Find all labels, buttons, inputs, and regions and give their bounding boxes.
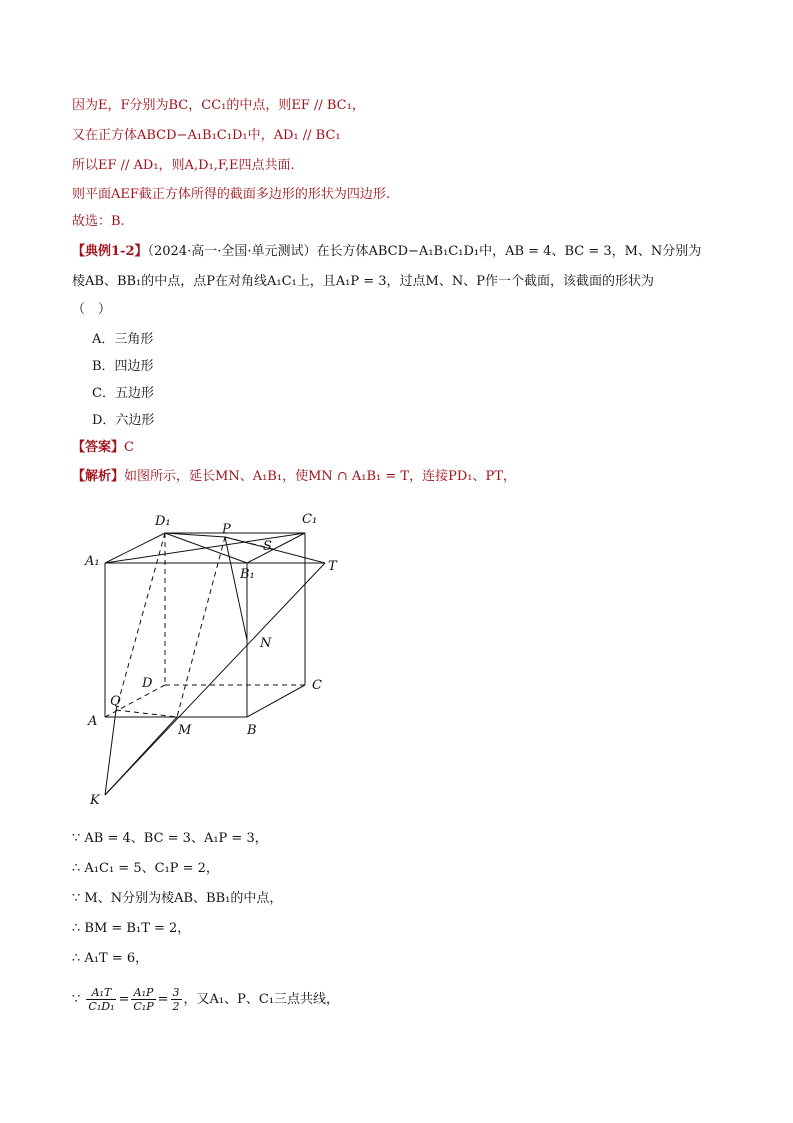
seg-k-q: [105, 710, 116, 795]
cuboid-figure: [80, 505, 350, 810]
label-s: S: [263, 539, 272, 554]
step-4: ∴ BM = B₁T = 2，: [72, 921, 191, 936]
label-c1: C₁: [302, 512, 318, 527]
label-d1: D₁: [155, 514, 171, 529]
seg-q-m-hidden: [116, 710, 177, 717]
example-stem-line-2: 棱AB、BB₁的中点，点P在对角线A₁C₁上，且A₁P = 3，过点M、N、P作一个截面，该截面的形状为: [72, 274, 654, 289]
analysis-line: [72, 467, 516, 487]
diag-d1-b1: [165, 533, 247, 563]
intro-line-4: 则平面AEF截正方体所得的截面多边形的形状为四边形.: [72, 187, 391, 202]
label-p: P: [222, 522, 231, 537]
seg-d1-q-hidden: [116, 533, 165, 710]
fraction-a1p-c1p: $\frac{\text{A₁P}}{\text{C₁P}}$: [133, 986, 154, 1013]
option-d: D．六边形: [92, 413, 155, 428]
answer-line: [72, 438, 134, 458]
equals-1: =: [118, 992, 130, 1007]
label-b: B: [247, 723, 257, 738]
intro-line-1: 因为E，F分别为BC，CC₁的中点，则EF // BC₁，: [72, 98, 365, 113]
label-a: A: [88, 714, 98, 729]
example-source: （2024·高一·全国·单元测试）: [147, 244, 317, 259]
line-t-k: [105, 563, 325, 795]
answer-value: C: [124, 440, 134, 455]
label-a1: A₁: [85, 554, 100, 569]
seg-p-t: [225, 537, 325, 563]
example-stem-1: 在长方体ABCD−A₁B₁C₁D₁中，AB = 4、BC = 3，M、N分别为: [316, 244, 702, 259]
analysis-text: 如图所示，延长MN、A₁B₁，使MN ∩ A₁B₁ = T，连接PD₁、PT，: [124, 469, 516, 484]
seg-k-m: [105, 717, 177, 795]
edge-b-c: [247, 685, 305, 717]
label-b1: B₁: [240, 567, 255, 582]
step-5: ∴ A₁T = 6，: [72, 951, 149, 966]
option-a: A．三角形: [92, 332, 154, 347]
seg-p-n: [225, 537, 247, 640]
step-6-suffix: ，又A₁、P、C₁三点共线，: [183, 992, 340, 1007]
label-d: D: [142, 676, 153, 691]
answer-tag: 【答案】: [72, 440, 125, 455]
intro-line-3: 所以EF // AD₁，则A,D₁,F,E四点共面.: [72, 158, 295, 173]
step-1: ∵ AB = 4、BC = 3、A₁P = 3，: [72, 831, 268, 846]
label-k: K: [90, 793, 100, 808]
analysis-tag: 【解析】: [72, 469, 125, 484]
example-tag: 【典例1-2】: [72, 244, 148, 259]
intro-line-5: 故选：B.: [72, 214, 125, 229]
option-c: C．五边形: [92, 386, 154, 401]
step-2: ∴ A₁C₁ = 5、C₁P = 2，: [72, 861, 219, 876]
because-symbol: ∵: [72, 992, 81, 1007]
fraction-3-2: $\frac{3}{2}$: [172, 986, 180, 1013]
fraction-a1t-c1d1: $\frac{\text{A₁T}}{\text{C₁D₁}}$: [88, 986, 115, 1013]
label-t: T: [328, 559, 337, 574]
equals-2: =: [157, 992, 169, 1007]
option-b: B．四边形: [92, 359, 154, 374]
step-6: [72, 985, 339, 1015]
label-c: C: [312, 678, 322, 693]
label-q: Q: [110, 694, 121, 709]
example-stem-line-3: （ ）: [72, 302, 112, 317]
seg-p-m-hidden: [177, 537, 225, 717]
label-m: M: [178, 723, 192, 738]
intro-line-2: 又在正方体ABCD−A₁B₁C₁D₁中，AD₁ // BC₁: [72, 128, 341, 143]
label-n: N: [260, 636, 272, 651]
step-3: ∵ M、N分别为棱AB、BB₁的中点，: [72, 891, 283, 906]
example-stem-line-1: [72, 242, 701, 262]
